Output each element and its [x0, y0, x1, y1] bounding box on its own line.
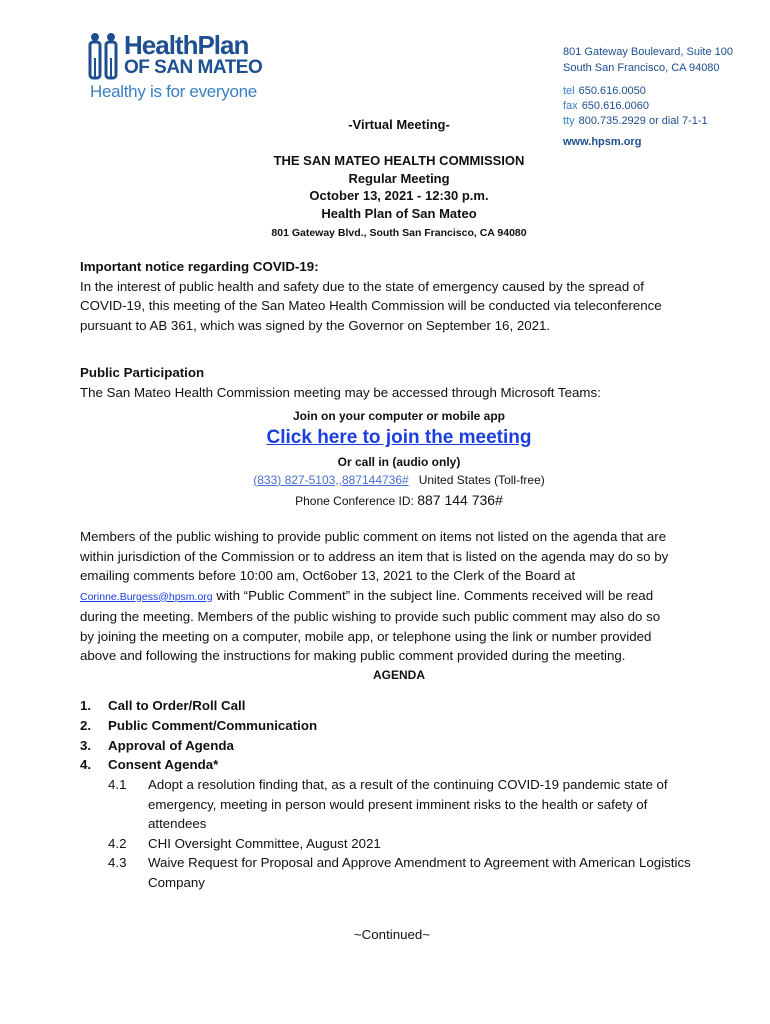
tty-label: tty: [563, 115, 575, 127]
continued-footer: ~Continued~: [353, 927, 431, 942]
agenda-subitem-number: 4.1: [108, 777, 127, 792]
covid-notice-line: COVID-19, this meeting of the San Mateo Health Commission will be conducted via teleconference: [80, 298, 662, 313]
covid-notice-line: pursuant to AB 361, which was signed by the Governor on September 16, 2021.: [80, 317, 551, 333]
comment-line: Members of the public wishing to provide public comment on items not listed on the agenda that are: [80, 529, 667, 544]
virtual-meeting-heading: -Virtual Meeting-: [348, 117, 450, 132]
tty-number: 800.735.2929 or dial 7-1-1: [578, 115, 708, 127]
logo-wordmark: HealthPlan: [124, 30, 249, 60]
agenda-subitem-number: 4.3: [108, 855, 127, 870]
conference-id-value: 887 144 736#: [417, 492, 503, 508]
agenda-item-label: Public Comment/Communication: [108, 718, 318, 733]
clerk-email-link[interactable]: Corinne.Burgess@hpsm.org: [80, 590, 213, 603]
comment-line: [80, 586, 720, 608]
call-in-row: [0, 473, 770, 487]
covid-notice-line: In the interest of public health and safety due to the state of emergency caused by the spread of: [80, 278, 645, 294]
website-link[interactable]: www.hpsm.org: [563, 136, 642, 148]
agenda-item-number: 4.: [80, 757, 92, 772]
agenda-subitem-text: Waive Request for Proposal and Approve Amendment to Agreement with American Logistics Company: [148, 855, 691, 890]
agenda-item-label: Approval of Agenda: [108, 738, 234, 753]
logo-subwordmark: OF SAN MATEO: [124, 57, 263, 78]
comment-line: within jurisdiction of the Commission or to address an item that is listed on the agenda may do so by: [80, 548, 669, 564]
agenda-item-number: 1.: [80, 698, 92, 713]
join-title: Join on your computer or mobile app: [292, 409, 505, 423]
conference-id-row: [0, 492, 770, 508]
comment-line: during the meeting. Members of the public wishing to provide such public comment may also do so: [80, 609, 661, 624]
call-in-phone-link[interactable]: (833) 827-5103,,887144736#: [253, 473, 409, 487]
join-meeting-link-text[interactable]: Click here to join the meeting: [266, 427, 532, 448]
agenda-item-number: 2.: [80, 718, 92, 733]
comment-line: emailing comments before 10:00 am, Oct6ober 13, 2021 to the Clerk of the Board at: [80, 568, 576, 583]
call-in-phone-desc: United States (Toll-free): [418, 473, 545, 487]
tel-number: 650.616.0050: [578, 85, 646, 97]
agenda-item-label: Consent Agenda*: [108, 757, 219, 772]
agenda-subitem-text: Adopt a resolution finding that, as a result of the continuing COVID-19 pandemic state of emergency, meeting in person would present imminent risks to the health or safety of attendees: [148, 777, 668, 831]
fax-row: [563, 99, 708, 114]
public-comment-instructions: [80, 527, 720, 666]
comment-line: above and following the instructions for making public comment provided during the meeting.: [80, 648, 626, 663]
covid-notice: [80, 257, 720, 335]
agenda-subitem-number: 4.2: [108, 836, 127, 851]
conference-id-label: Phone Conference ID:: [295, 494, 414, 508]
tel-label: tel: [563, 85, 575, 97]
covid-notice-title: Important notice regarding COVID-19:: [80, 259, 319, 274]
participation-title: Public Participation: [80, 365, 205, 380]
address-line-2: South San Francisco, CA 94080: [563, 62, 720, 74]
people-logo-icon: [86, 32, 122, 80]
participation-text: The San Mateo Health Commission meeting may be accessed through Microsoft Teams:: [80, 384, 601, 400]
call-in-label: Or call in (audio only): [337, 455, 461, 469]
meeting-type: Regular Meeting: [348, 170, 450, 186]
agenda-subitem-text: CHI Oversight Committee, August 2021: [148, 836, 381, 851]
agenda-item-number: 3.: [80, 738, 92, 753]
public-participation: [80, 363, 720, 402]
agenda-item-label: Call to Order/Roll Call: [108, 698, 246, 713]
commission-title: THE SAN MATEO HEALTH COMMISSION: [273, 153, 525, 168]
meeting-address: 801 Gateway Blvd., South San Francisco, CA 94080: [271, 227, 527, 239]
address-line-1: 801 Gateway Boulevard, Suite 100: [563, 46, 734, 58]
meeting-org: Health Plan of San Mateo: [321, 205, 477, 221]
comment-line: by joining the meeting on a computer, mobile app, or telephone using the link or number provided: [80, 628, 652, 644]
logo-tagline: Healthy is for everyone: [90, 82, 257, 101]
tel-row: [563, 84, 708, 99]
fax-label: fax: [563, 100, 578, 112]
agenda-title: AGENDA: [372, 668, 425, 682]
meeting-header: [0, 152, 770, 243]
fax-number: 650.616.0060: [581, 100, 649, 112]
join-meeting-link: [0, 427, 770, 449]
comment-line-rest: with “Public Comment” in the subject line. Comments received will be read: [212, 587, 654, 603]
contact-address: [563, 44, 733, 76]
meeting-datetime: October 13, 2021 - 12:30 p.m.: [309, 188, 489, 203]
